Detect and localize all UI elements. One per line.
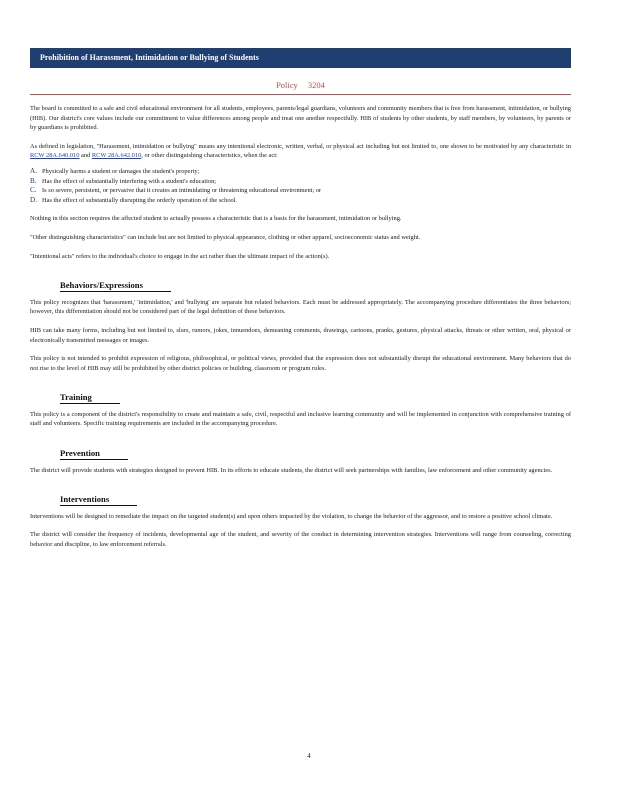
title-banner: Prohibition of Harassment, Intimidation or Bullying of Students (30, 48, 571, 68)
definition-paragraph: As defined in legislation, "Harassment, intimidation or bullying" means any intentional electronic, written, verbal, or physical act including but not limited to, one shown to be motivated by any characteristic in RCW 28A.640.010 and RCW 28A.642.010, or other distinguishing characteristics, when the act: (30, 142, 571, 160)
intentional-acts-paragraph: "Intentional acts" refers to the individual's choice to engage in the act rather than the ultimate impact of the action(s). (30, 252, 330, 260)
policy-body (30, 104, 571, 559)
policy-number: 3204 (307, 80, 325, 90)
heading-prevention: Prevention (60, 449, 128, 460)
heading-behaviors: Behaviors/Expressions (60, 281, 171, 292)
policy-label: Policy (276, 80, 298, 90)
other-characteristics-paragraph: "Other distinguishing characteristics" can include but are not limited to physical appearance, clothing or other apparel, socioeconomic status and weight. (30, 233, 421, 241)
interventions-paragraph: Interventions will be designed to remediate the impact on the targeted student(s) and upon others impacted by the violation, to change the behavior of the aggressor, and to restore a positive school climate. (30, 512, 553, 520)
expression-paragraph: This policy is not intended to prohibit expression of religious, philosophical, or political views, provided that the expression does not substantially disrupt the educational environment. Many behaviors that do not rise to the level of HIB may still be prohibited by other district policies or building, classroom or program rules. (30, 355, 571, 372)
list-item: C. Is so severe, persistent, or pervasive that it creates an intimidating or threatening educational environment; or (30, 186, 322, 195)
intro-paragraph: The board is committed to a safe and civil educational environment for all students, employees, parents/legal guardians, volunteers and community members that is free from harassment, intimidation, or bullying (HIB). Our district's core values include our commitment to value differences among people and treat one another respectfully. HIB of students by other students, by staff members, by volunteers, by parents or by guardians is prohibited. (30, 105, 571, 132)
page-number: 4 (307, 752, 311, 760)
considerations-paragraph: The district will consider the frequency of incidents, developmental age of the student, and severity of the conduct in determining intervention strategies. Interventions will range from counseling, correcting behavior and discipline, to law enforcement referrals. (30, 531, 571, 549)
prevention-paragraph: The district will provide students with strategies designed to prevent HIB. In its efforts to educate students, the district will seek partnerships with families, law enforcement and other community agencies. (30, 466, 553, 474)
characteristic-paragraph: Nothing in this section requires the affected student to actually possess a characteristic that is a basis for the harassment, intimidation or bullying. (30, 215, 402, 223)
heading-training: Training (60, 393, 120, 404)
forms-paragraph: HIB can take many forms, including but not limited to, slurs, rumors, jokes, innuendoes, demeaning comments, drawings, cartoons, pranks, gestures, physical attacks, threats or other written, oral, physical or electronically transmitted messages or images. (30, 326, 571, 344)
list-item: D. Has the effect of substantially disrupting the orderly operation of the school. (30, 195, 238, 204)
training-paragraph: This policy is a component of the district's responsibility to create and maintain a safe, civil, respectful and inclusive learning community and will be implemented in conjunction with comprehensive training of staff and volunteers. Specific training requirements are included in the accompanying procedure. (30, 410, 571, 428)
policy-number-line (30, 80, 571, 90)
list-item: A. Physically harms a student or damages the student's property; (30, 166, 200, 175)
list-item: B. Has the effect of substantially interfering with a student's education; (30, 176, 217, 185)
rcw-link-1[interactable]: RCW 28A.640.010 (30, 152, 80, 160)
header-divider (30, 94, 571, 95)
rcw-link-2[interactable]: RCW 28A.642.010 (91, 152, 142, 160)
definition-list (30, 167, 571, 205)
behaviors-paragraph: This policy recognizes that 'harassment,' 'intimidation,' and 'bullying' are separate but related behaviors. Each must be addressed appropriately. The accompanying procedure differentiates the three behaviors; however, this differentiation should not be considered part of the legal definition of these behaviors. (30, 298, 571, 316)
heading-interventions: Interventions (60, 495, 137, 506)
